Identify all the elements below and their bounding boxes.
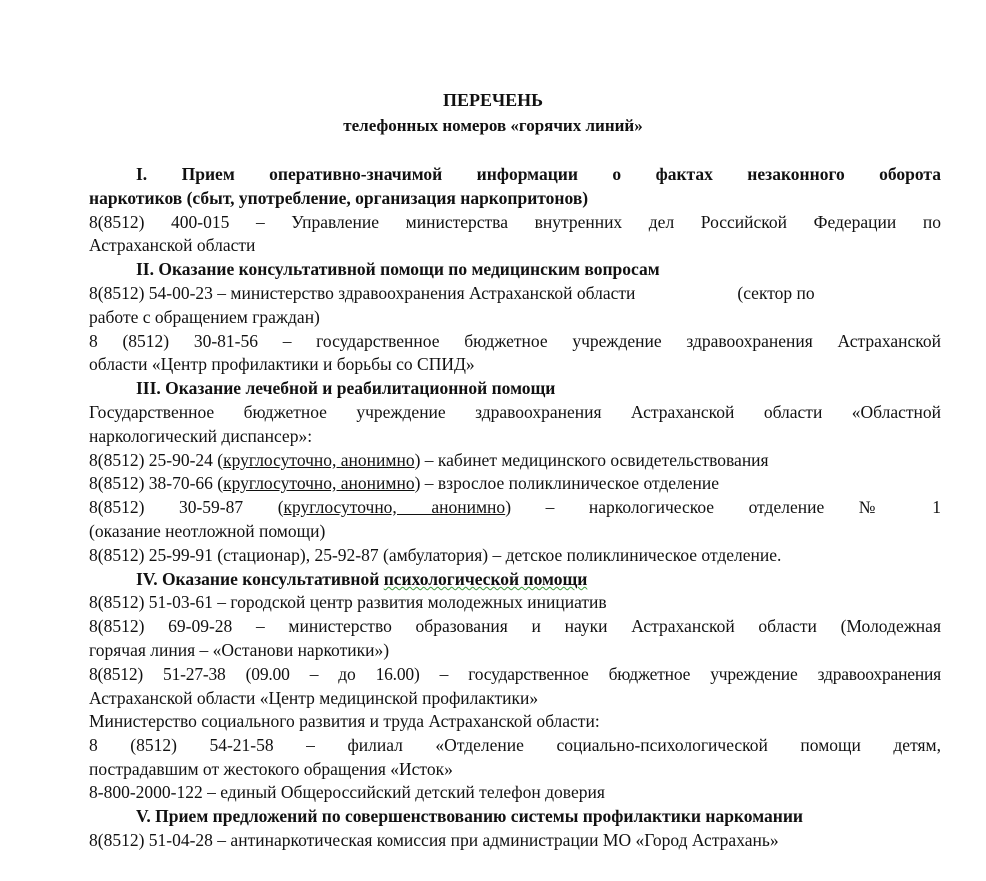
document-title: ПЕРЕЧЕНЬ (442, 90, 544, 110)
section-4-entry-3-line2: Астраханской области «Центр медицинской профилактики» (89, 688, 539, 708)
section-4-entry-5-line1: 8 (8512) 54-21-58 – филиал «Отделение социально-психологической помощи детям, (89, 735, 941, 755)
section-3-entry-2 (89, 471, 941, 495)
section-4-entry-1: 8(8512) 51-03-61 – городской центр развития молодежных инициатив (89, 592, 607, 612)
section-5-entry-1: 8(8512) 51-04-28 – антинаркотическая комиссия при администрации МО «Город Астрахань» (89, 830, 779, 850)
section-4-entry-4: Министерство социального развития и труда Астраханской области: (89, 711, 600, 731)
section-4-entry-6: 8-800-2000-122 – единый Общероссийский детский телефон доверия (89, 782, 605, 802)
phone-text: 8(8512) 38-70-66 ( (89, 473, 224, 493)
section-3-heading: III. Оказание лечебной и реабилитационной помощи (136, 378, 556, 398)
phone-text: 8(8512) 25-90-24 ( (89, 450, 224, 470)
underlined-note: круглосуточно, анонимно (283, 497, 506, 517)
section-1-heading-line1: I. Прием оперативно-значимой информации о фактах незаконного оборота (136, 164, 941, 184)
section-2-entry-2-line1: 8 (8512) 30-81-56 – государственное бюджетное учреждение здравоохранения Астраханской (89, 331, 941, 351)
section-3-entry-3-line2: (оказание неотложной помощи) (89, 521, 326, 541)
entry-description: ) – кабинет медицинского освидетельствования (414, 450, 769, 470)
underlined-note: круглосуточно, анонимно (223, 473, 415, 493)
entry-description: ) – наркологическое отделение № 1 (505, 497, 942, 517)
section-4-entry-3-line1: 8(8512) 51-27-38 (09.00 – до 16.00) – государственное бюджетное учреждение здравоохранения (89, 664, 941, 684)
section-2-entry-1-line2: работе с обращением граждан) (89, 307, 320, 327)
section-4-entry-2-line2: горячая линия – «Останови наркотики») (89, 640, 390, 660)
section-4-heading-text: IV. Оказание консультативной (136, 569, 384, 589)
section-3-entry-4: 8(8512) 25-99-91 (стационар), 25-92-87 (амбулатория) – детское поликлиническое отделение. (89, 545, 782, 565)
section-3-intro-line1: Государственное бюджетное учреждение здравоохранения Астраханской области «Областной (89, 402, 941, 422)
section-2-heading: II. Оказание консультативной помощи по медицинским вопросам (136, 259, 660, 279)
entry-description: ) – взрослое поликлиническое отделение (414, 473, 720, 493)
section-1-heading-line2: наркотиков (сбыт, употребление, организация наркопритонов) (89, 188, 589, 208)
phone-text: 8(8512) 30-59-87 ( (89, 497, 284, 517)
section-4-heading-marked-text: психологической помощи (383, 569, 588, 589)
section-4-entry-2-line1: 8(8512) 69-09-28 – министерство образования и науки Астраханской области (Молодежная (89, 616, 941, 636)
section-2-entry-1-text-end: (сектор по (737, 283, 815, 303)
section-3-intro-line2: наркологический диспансер»: (89, 426, 313, 446)
section-4-entry-5-line2: пострадавшим от жестокого обращения «Исток» (89, 759, 453, 779)
section-3-entry-1 (89, 448, 941, 472)
section-1-entry-1-line2: Астраханской области (89, 235, 256, 255)
section-2-entry-2-line2: области «Центр профилактики и борьбы со СПИД» (89, 354, 475, 374)
underlined-note: круглосуточно, анонимно (223, 450, 415, 470)
section-1-entry-1-line1: 8(8512) 400-015 – Управление министерства внутренних дел Российской Федерации по (89, 212, 941, 232)
section-5-heading: V. Прием предложений по совершенствованию системы профилактики наркомании (136, 806, 803, 826)
section-2-entry-1-text: 8(8512) 54-00-23 – министерство здравоохранения Астраханской области (89, 283, 636, 303)
section-4-heading (136, 567, 941, 591)
document-subtitle: телефонных номеров «горячих линий» (343, 116, 643, 135)
section-3-entry-3-line1 (89, 495, 941, 519)
section-2-entry-1-line1 (89, 281, 941, 305)
